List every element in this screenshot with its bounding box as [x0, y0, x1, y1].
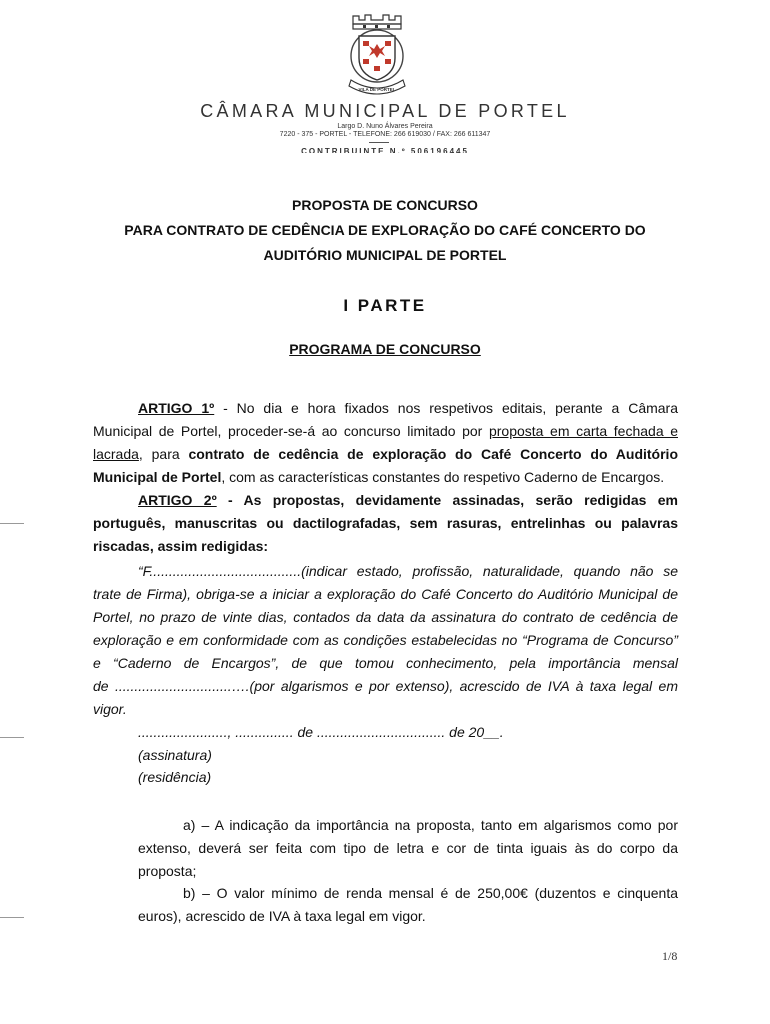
artigo1-line-4: Municipal de Portel, com as características constantes do respetivo Caderno de Encargos. — [93, 469, 665, 485]
artigo2-line-3: riscadas, assim redigidas: — [93, 538, 269, 554]
artigo2-line-1: ARTIGO 2º - As propostas, devidamente assinadas, serão redigidas em — [138, 492, 678, 508]
artigo1-line-1: ARTIGO 1º - No dia e hora fixados nos respetivos editais, perante a Câmara — [138, 400, 678, 416]
item-b-line-1: b) – O valor mínimo de renda mensal é de 250,00€ (duzentos e cinquenta — [183, 885, 678, 901]
item-b-line-2: euros), acrescido de IVA à taxa legal em vigor. — [138, 908, 426, 924]
address-line-2: 7220 - 375 - PORTEL - TELEFONE: 266 619030 / FAX: 266 611347 — [279, 131, 491, 138]
artigo1-label: ARTIGO 1º — [138, 400, 215, 416]
municipal-crest-icon — [339, 14, 415, 98]
item-a-line-1: a) – A indicação da importância na proposta, tanto em algarismos como por — [183, 817, 678, 833]
municipality-title: CÂMARA MUNICIPAL DE PORTEL — [200, 101, 570, 121]
model-line-2: trate de Firma), obriga-se a iniciar a exploração do Café Concerto do Auditório Municipal de — [93, 586, 678, 602]
address-line-1: Largo D. Nuno Álvares Pereira — [337, 123, 433, 130]
margin-mark — [0, 523, 24, 524]
artigo2-line-2: português, manuscritas ou dactilografadas, sem rasuras, entrelinhas ou palavras — [93, 515, 678, 531]
document-title-line-1: PROPOSTA DE CONCURSO — [292, 197, 478, 213]
model-residence: (residência) — [138, 769, 212, 785]
artigo2-label: ARTIGO 2º — [138, 492, 217, 508]
model-line-7: vigor. — [93, 701, 127, 717]
model-date-line: ......................., ............... de ................................. de 20__. — [138, 724, 504, 740]
model-line-6: de ..............................….(por algarismos e por extenso), acrescido de IVA à taxa legal em — [93, 678, 678, 694]
section-heading: PROGRAMA DE CONCURSO — [289, 341, 481, 357]
part-heading: I PARTE — [343, 296, 427, 315]
margin-mark — [0, 737, 24, 738]
model-line-5: e “Caderno de Encargos”, de que tomou conhecimento, pela importância mensal — [93, 655, 678, 671]
artigo1-line-2: Municipal de Portel, proceder-se-á ao concurso limitado por proposta em carta fechada e — [93, 423, 678, 439]
item-a-line-2: extenso, deverá ser feita com tipo de letra e cor de tinta iguais às do corpo da — [138, 840, 678, 856]
margin-mark — [0, 917, 24, 918]
model-line-1: “F.......................................(indicar estado, profissão, naturalidade, quando não se — [138, 563, 678, 579]
model-signature: (assinatura) — [138, 747, 212, 763]
contribuinte-number: CONTRIBUINTE N.º 506196445 — [301, 147, 469, 153]
model-line-4: exploração e em conformidade com as condições estabelecidas no “Programa de Concurso” — [93, 632, 678, 648]
item-a-line-3: proposta; — [138, 863, 197, 879]
page-number: 1/8 — [662, 949, 678, 963]
address-divider — [369, 142, 389, 143]
crest-motto: VILA DE PORTEL — [358, 87, 396, 92]
document-title-line-3: AUDITÓRIO MUNICIPAL DE PORTEL — [263, 247, 507, 263]
document-title-line-2: PARA CONTRATO DE CEDÊNCIA DE EXPLORAÇÃO DO CAFÉ CONCERTO DO — [124, 222, 646, 238]
model-line-3: Portel, no prazo de vinte dias, contados da data da assinatura do contrato de cedência de — [93, 609, 678, 625]
artigo1-line-3: lacrada, para contrato de cedência de exploração do Café Concerto do Auditório — [93, 446, 678, 462]
